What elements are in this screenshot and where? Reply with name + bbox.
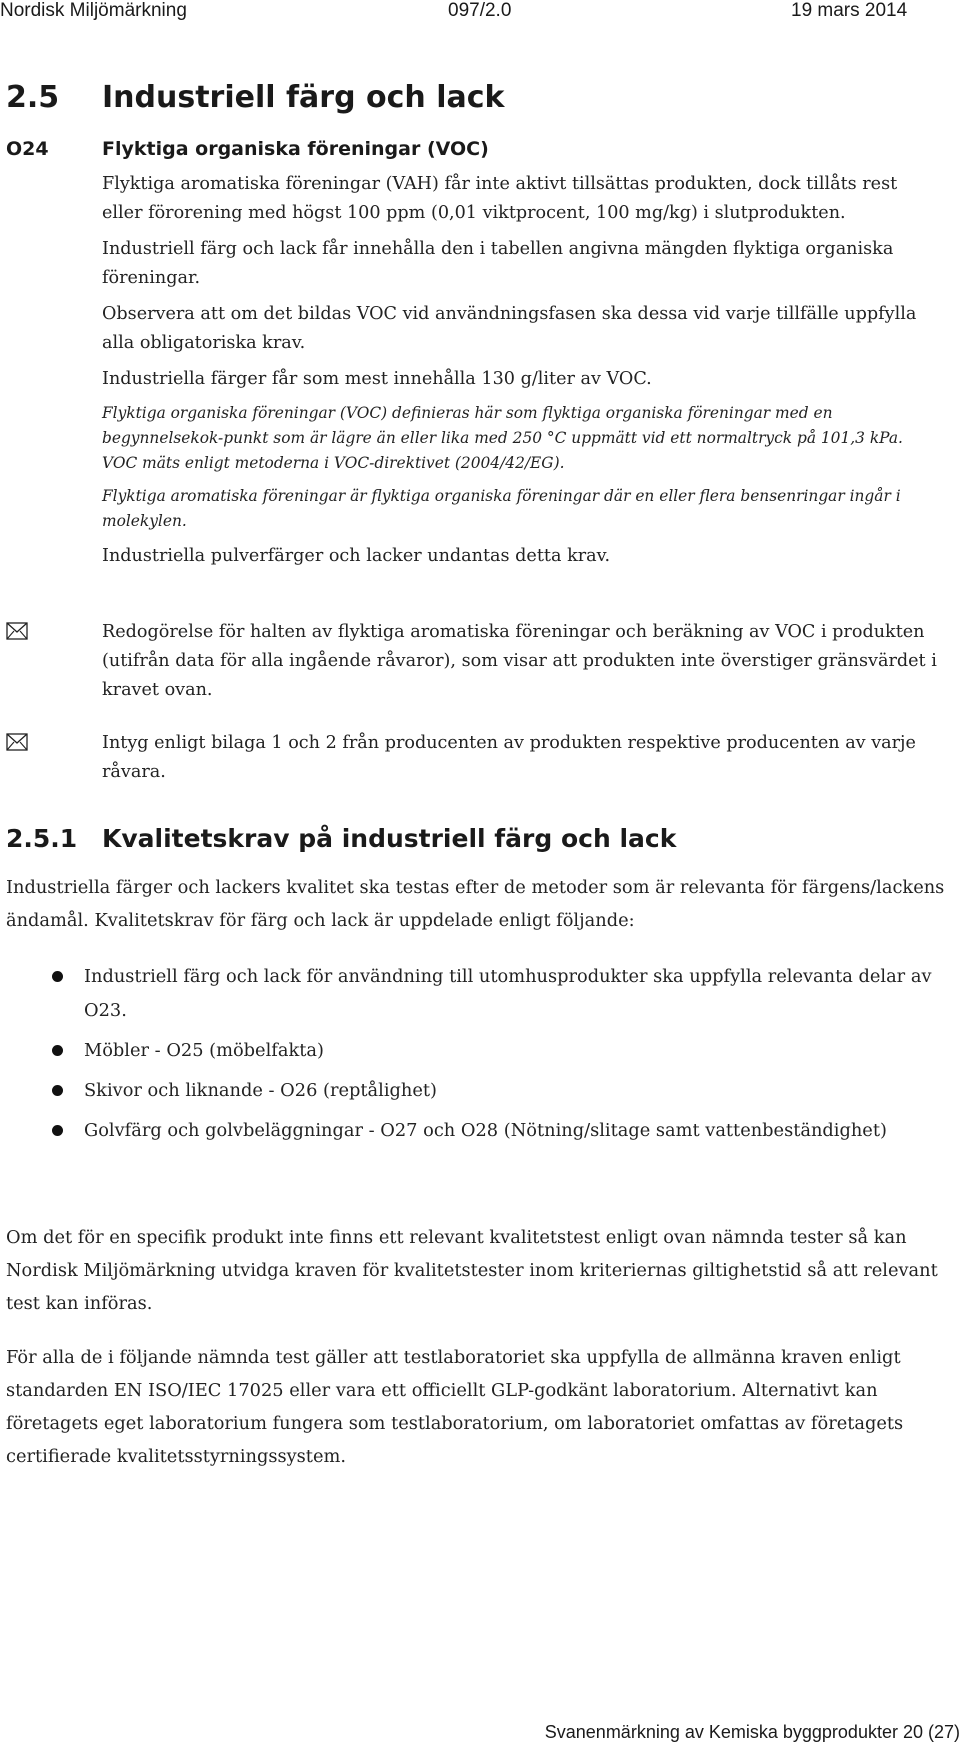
definition-note: Flyktiga aromatiska föreningar är flyktiga organiska föreningar där en eller flera bensenringar ingår i molekylen. [102,487,901,530]
requirement-title: Flyktiga organiska föreningar (VOC) [102,138,489,160]
subsection-paragraph: För alla de i följande nämnda test gäller att testlaboratoriet ska uppfylla de allmänna kraven enligt standarden EN ISO/IEC 17025 eller vara ett officiellt GLP-godkänt laboratorium. Alternativt kan företagets eget laboratorium fungera som testlaboratorium, om laboratoriet omfattas av företagets certifierade kvalitetsstyrningssystem. [6,1347,904,1467]
list-item [6,1074,946,1108]
proof-text: Intyg enligt bilaga 1 och 2 från producenten av produkten respektive producenten av varje råvara. [102,733,916,782]
page-header [0,0,960,26]
header-version: 097/2.0 [448,0,512,21]
page-footer: Svanenmärkning av Kemiska byggprodukter 20 (27) [544,1722,960,1742]
subsection-number: 2.5.1 [6,824,78,853]
list-item-text: Möbler - O25 (möbelfakta) [84,1040,324,1061]
requirement-body [102,170,922,578]
subsection-intro: Industriella färger och lackers kvalitet ska testas efter de metoder som är relevanta för färgens/lackens ändamål. Kvalitetskrav för färg och lack är uppdelade enligt följande: [6,877,945,931]
definition-note: Flyktiga organiska föreningar (VOC) definieras här som flyktiga organiska föreningar med en begynnelsekok-punkt som är lägre än eller lika med 250 °C uppmätt vid ett normaltryck på 101,3 kPa. VOC mäts enligt metoderna i VOC-direktivet (2004/42/EG). [102,404,903,472]
list-item-text: Industriell färg och lack för användning till utomhusprodukter ska uppfylla relevanta delar av O23. [84,966,932,1021]
list-item-text: Skivor och liknande - O26 (reptålighet) [84,1080,437,1101]
quality-requirement-list [6,960,946,1154]
requirement-paragraph: Flyktiga aromatiska föreningar (VAH) får inte aktivt tillsättas produkten, dock tillåts rest eller förorening med högst 100 ppm (0,01 viktprocent, 100 mg/kg) i slutprodukten. [102,174,898,223]
requirement-paragraph: Industriella färger får som mest innehålla 130 g/liter av VOC. [102,369,652,389]
proof-item [6,729,956,787]
list-item [6,960,946,1028]
bullet-icon [52,1085,63,1096]
requirement-id: O24 [6,138,49,160]
requirement-paragraph: Industriell färg och lack får innehålla den i tabellen angivna mängden flyktiga organiska föreningar. [102,239,894,288]
bullet-icon [52,1125,63,1136]
exemption-note: Industriella pulverfärger och lacker undantas detta krav. [102,546,611,566]
mail-envelope-icon [6,622,28,640]
bullet-icon [52,1045,63,1056]
header-date: 19 mars 2014 [791,0,908,21]
section-number: 2.5 [6,80,60,115]
bullet-icon [52,971,63,982]
section-title: Industriell färg och lack [102,80,505,115]
list-item [6,1034,946,1068]
subsection-title: Kvalitetskrav på industriell färg och lack [102,824,677,853]
subsection-paragraph: Om det för en specifik produkt inte finns ett relevant kvalitetstest enligt ovan nämnda tester så kan Nordisk Miljömärkning utvidga kraven för kvalitetstester inom kriteriernas giltighetstid så att relevant test kan införas. [6,1227,938,1314]
list-item [6,1114,946,1148]
proof-item [6,618,956,705]
requirement-paragraph: Observera att om det bildas VOC vid användningsfasen ska dessa vid varje tillfälle uppfylla alla obligatoriska krav. [102,304,917,353]
mail-envelope-icon [6,733,28,751]
list-item-text: Golvfärg och golvbeläggningar - O27 och O28 (Nötning/slitage samt vattenbeständighet) [84,1120,887,1141]
proof-text: Redogörelse för halten av flyktiga aromatiska föreningar och beräkning av VOC i produkten (utifrån data för alla ingående råvaror), som visar att produkten inte överstiger gränsvärdet i kravet ovan. [102,622,937,700]
header-organization: Nordisk Miljömärkning [0,0,187,21]
